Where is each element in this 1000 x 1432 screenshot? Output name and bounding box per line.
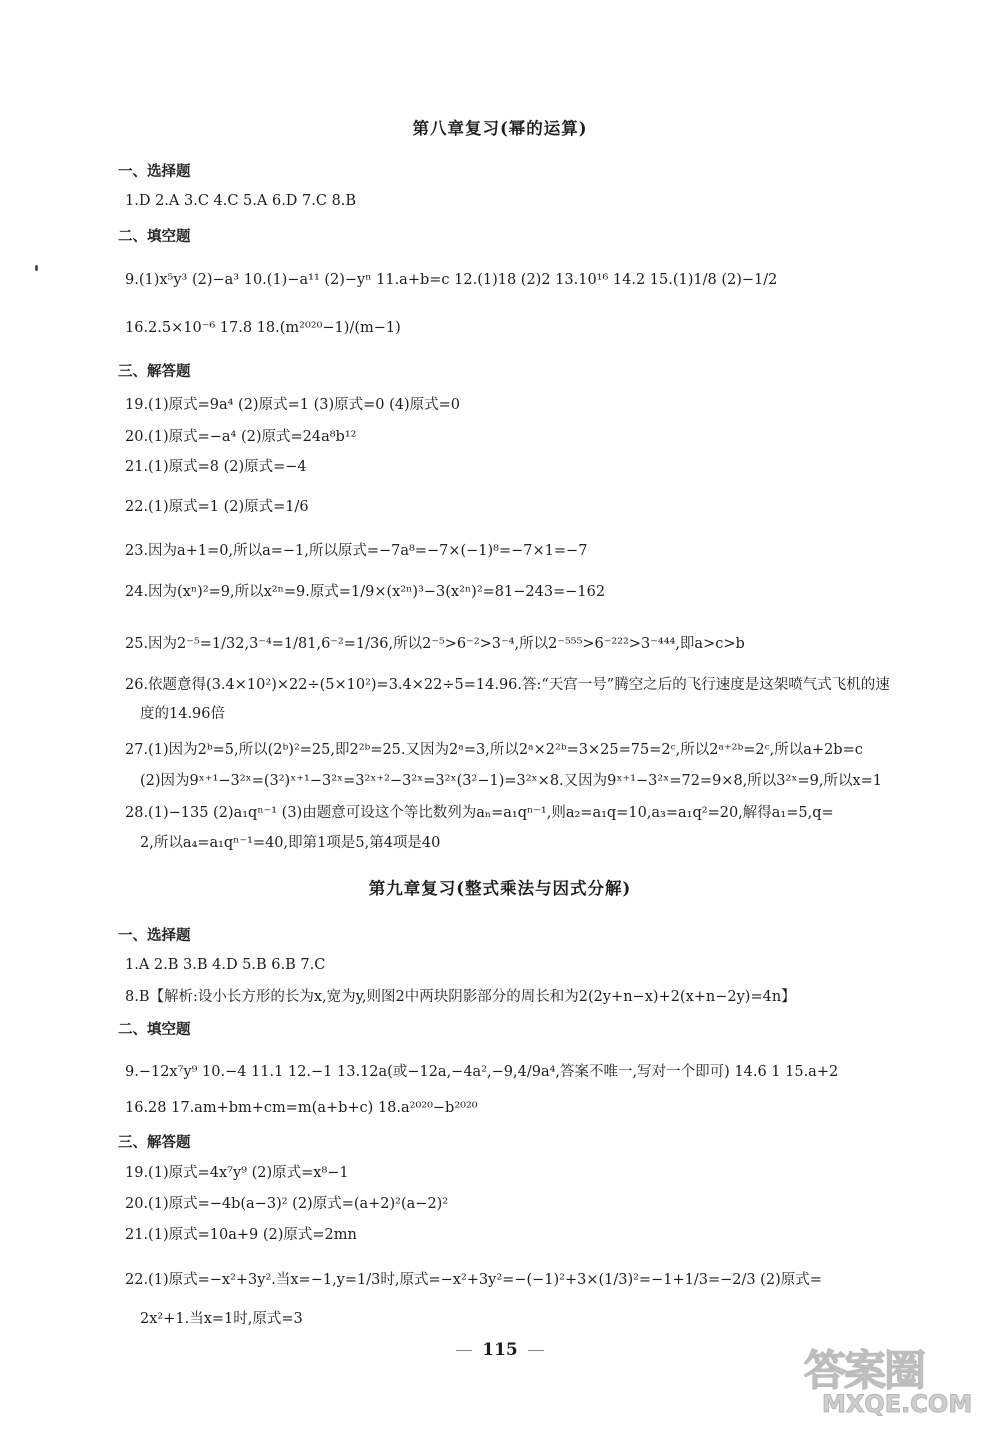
ch8-answer-19: 19.(1)原式=9a⁴ (2)原式=1 (3)原式=0 (4)原式=0 xyxy=(125,397,461,413)
ch8-answer-24: 24.因为(xⁿ)²=9,所以x²ⁿ=9.原式=1/9×(x²ⁿ)³−3(x²ⁿ)²=81−243=−162 xyxy=(125,584,606,600)
ch9-section-fill: 二、填空题 xyxy=(118,1021,191,1038)
page-number: 115 xyxy=(0,1340,1000,1360)
ch8-answer-23: 23.因为a+1=0,所以a=−1,所以原式=−7a⁸=−7×(−1)⁸=−7×1=−7 xyxy=(125,543,588,559)
ch8-answer-26-a: 26.依题意得(3.4×10²)×22÷(5×10²)=3.4×22÷5=14.96.答:“天宫一号”腾空之后的飞行速度是这架喷气式飞机的速 xyxy=(125,677,890,693)
ch9-answer-19: 19.(1)原式=4x⁷y⁹ (2)原式=x⁸−1 xyxy=(125,1165,349,1181)
ch9-answer-22-a: 22.(1)原式=−x²+3y².当x=−1,y=1/3时,原式=−x²+3y²=−(−1)²+3×(1/3)²=−1+1/3=−2/3 (2)原式= xyxy=(125,1272,822,1288)
scan-speck xyxy=(35,265,38,271)
ch9-answer-9-15: 9.−12x⁷y⁹ 10.−4 11.1 12.−1 13.12a(或−12a,−4a²,−9,4/9a⁴,答案不唯一,写对一个即可) 14.6 1 15.a+2 xyxy=(125,1064,839,1080)
ch8-section-solve: 三、解答题 xyxy=(118,363,191,380)
ch8-answer-28-b: 2,所以a₄=a₁qⁿ⁻¹=40,即第1项是5,第4项是40 xyxy=(140,835,441,851)
ch8-section-fill: 二、填空题 xyxy=(118,228,191,245)
ch8-answer-22: 22.(1)原式=1 (2)原式=1/6 xyxy=(125,499,309,515)
ch9-answer-22-b: 2x²+1.当x=1时,原式=3 xyxy=(140,1311,303,1327)
ch8-answer-9-15: 9.(1)x⁵y³ (2)−a³ 10.(1)−a¹¹ (2)−yⁿ 11.a+b=c 12.(1)18 (2)2 13.10¹⁶ 14.2 15.(1)1/8 (2)−1/2 xyxy=(125,272,778,288)
ch8-answer-27-b: (2)因为9ˣ⁺¹−3²ˣ=(3²)ˣ⁺¹−3²ˣ=3²ˣ⁺²−3²ˣ=3²ˣ(3²−1)=3²ˣ×8.又因为9ˣ⁺¹−3²ˣ=72=9×8,所以3²ˣ=9,所以x=1 xyxy=(140,773,883,789)
ch8-answer-28-a: 28.(1)−135 (2)a₁qⁿ⁻¹ (3)由题意可设这个等比数列为aₙ=a₁qⁿ⁻¹,则a₂=a₁q=10,a₃=a₁q²=20,解得a₁=5,q= xyxy=(125,805,834,821)
watermark-logo xyxy=(804,1338,988,1420)
ch9-answer-20: 20.(1)原式=−4b(a−3)² (2)原式=(a+2)²(a−2)² xyxy=(125,1196,449,1212)
ch8-answer-27-a: 27.(1)因为2ᵇ=5,所以(2ᵇ)²=25,即2²ᵇ=25.又因为2ᵃ=3,所以2ᵃ×2²ᵇ=3×25=75=2ᶜ,所以2ᵃ⁺²ᵇ=2ᶜ,所以a+2b=c xyxy=(125,742,863,758)
ch8-answer-26-b: 度的14.96倍 xyxy=(140,706,226,722)
watermark-main-text: 答案圈 xyxy=(804,1346,925,1395)
ch9-answer-16-18: 16.28 17.am+bm+cm=m(a+b+c) 18.a²⁰²⁰−b²⁰²⁰ xyxy=(125,1100,478,1116)
chapter8-title: 第八章复习(幂的运算) xyxy=(412,119,588,138)
ch8-section-choice: 一、选择题 xyxy=(118,163,191,180)
ch9-section-solve: 三、解答题 xyxy=(118,1134,191,1151)
ch8-answer-20: 20.(1)原式=−a⁴ (2)原式=24a⁸b¹² xyxy=(125,429,357,445)
ch8-answer-21: 21.(1)原式=8 (2)原式=−4 xyxy=(125,459,307,475)
chapter9-title: 第九章复习(整式乘法与因式分解) xyxy=(368,879,632,898)
ch9-answer-8: 8.B【解析:设小长方形的长为x,宽为y,则图2中两块阴影部分的周长和为2(2y+n−x)+2(x+n−2y)=4n】 xyxy=(125,989,796,1005)
ch8-answer-25: 25.因为2⁻⁵=1/32,3⁻⁴=1/81,6⁻²=1/36,所以2⁻⁵>6⁻²>3⁻⁴,所以2⁻⁵⁵⁵>6⁻²²²>3⁻⁴⁴⁴,即a>c>b xyxy=(125,636,745,652)
ch9-answer-1-7: 1.A 2.B 3.B 4.D 5.B 6.B 7.C xyxy=(125,957,326,973)
ch9-answer-21: 21.(1)原式=10a+9 (2)原式=2mn xyxy=(125,1227,357,1243)
ch8-answer-16-18: 16.2.5×10⁻⁶ 17.8 18.(m²⁰²⁰−1)/(m−1) xyxy=(125,320,401,336)
watermark-sub-text: MXQE.COM xyxy=(822,1390,973,1418)
ch9-section-choice: 一、选择题 xyxy=(118,927,191,944)
ch8-answer-1-8: 1.D 2.A 3.C 4.C 5.A 6.D 7.C 8.B xyxy=(125,193,357,209)
